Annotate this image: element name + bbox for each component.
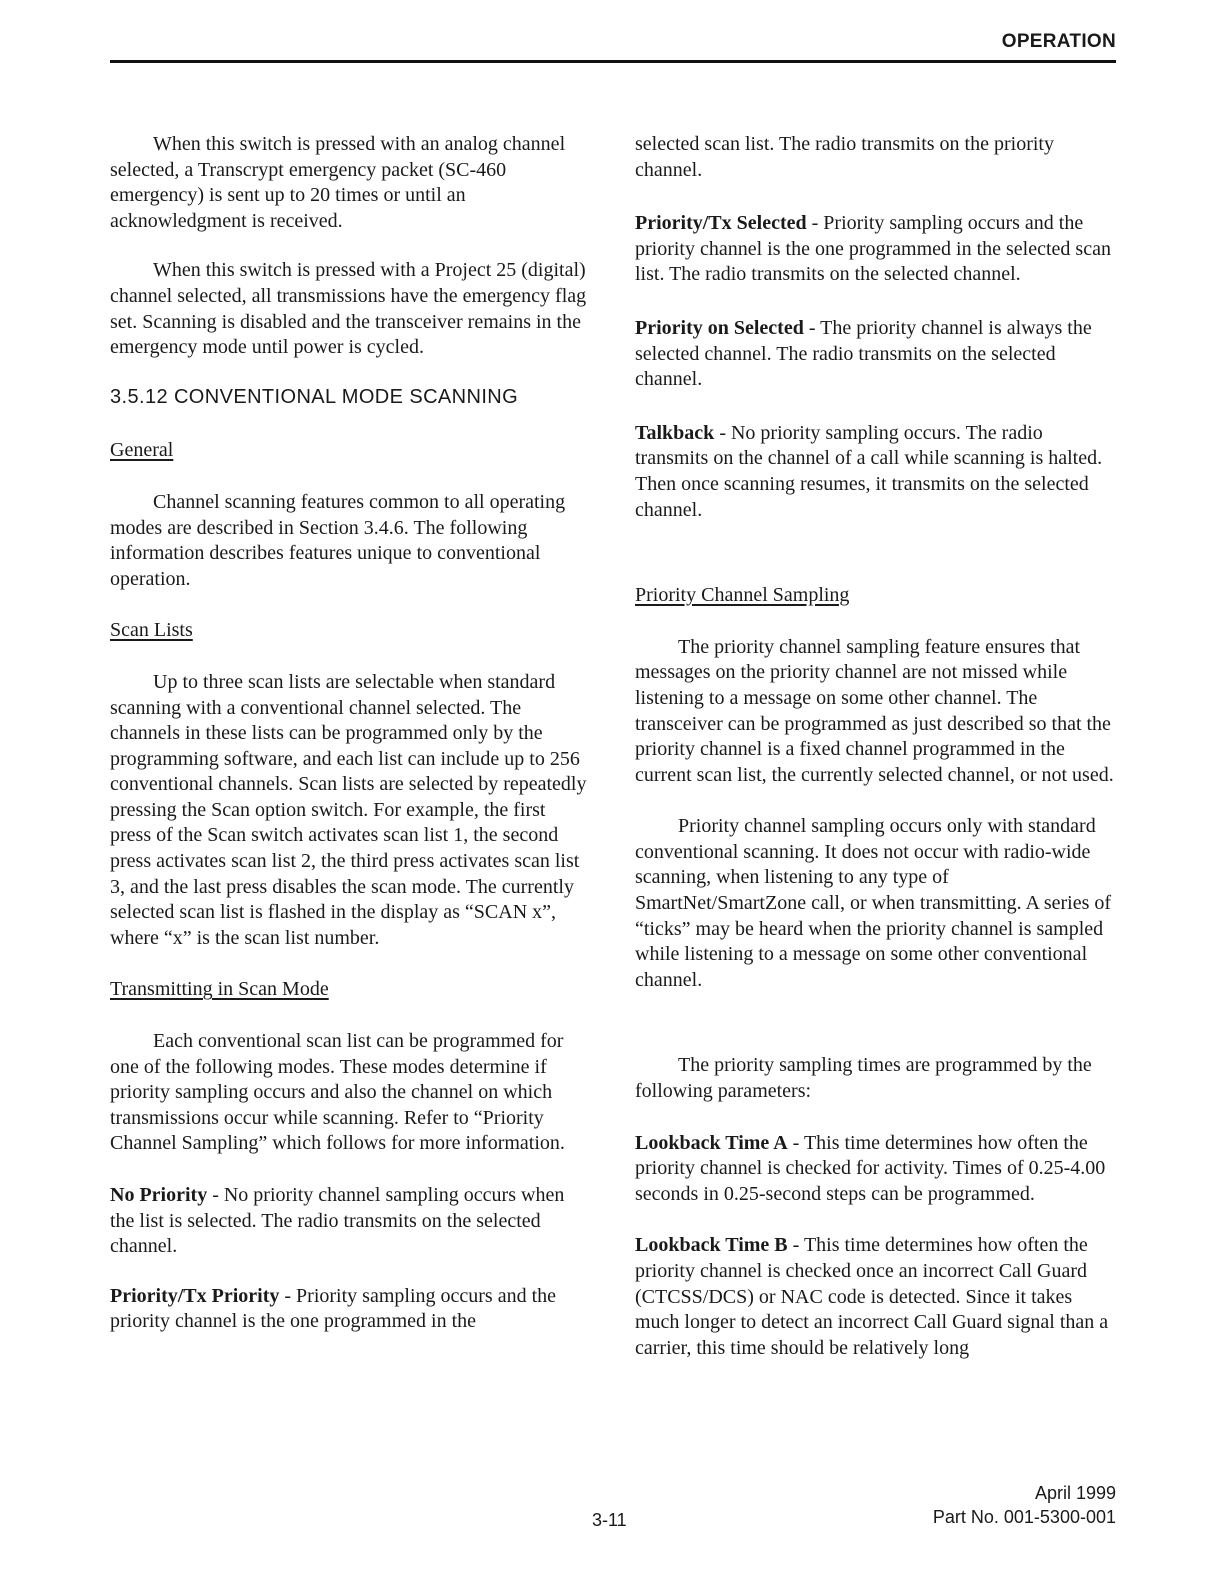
- left-column: [110, 132, 590, 1335]
- lookback-b-text: - This time determines how often the priority channel is checked once an incorrect Call Guard (CTCSS/DCS) or NAC code is detected. Since it takes much longer to detect an incorrect Call Guard signal than a carrier, this time should be relatively long: [635, 1234, 1109, 1359]
- sampling-times-paragraph: The priority sampling times are programmed by the following parameters:: [635, 1054, 1092, 1103]
- scan-lists-paragraph: Up to three scan lists are selectable when standard scanning with a conventional channel selected. The channels in these lists can be programmed only by the programming software, and each list can include up to 256 conventional channels. Scan lists are selected by repeatedly pressing the Scan option switch. For example, the first press of the Scan switch activates scan list 1, the second press activates scan list 2, the third press activates scan list 3, and the last press disables the scan mode. The currently selected scan list is flashed in the display as “SCAN x”, where “x” is the scan list number.: [110, 670, 587, 949]
- talkback-term: Talkback: [635, 421, 715, 444]
- right-column: [635, 132, 1115, 1361]
- priority-on-selected-text: - The priority channel is always the selected channel. The radio transmits on the selected channel.: [635, 316, 1092, 391]
- emergency-analog-paragraph: When this switch is pressed with an analog channel selected, a Transcrypt emergency packet (SC-460 emergency) is sent up to 20 times or until an acknowledgment is received.: [110, 133, 566, 232]
- priority-tx-selected-text: - Priority sampling occurs and the priority channel is the one programmed in the selected scan list. The radio transmits on the selected channel.: [635, 212, 1111, 286]
- running-header-title: OPERATION: [1001, 31, 1116, 52]
- priority-on-selected-paragraph: [635, 316, 1115, 393]
- general-subheading: General: [110, 439, 174, 462]
- lookback-a-text: - This time determines how often the priority channel is checked for activity. Times of 0.25-4.00 seconds in 0.25-second steps can be programmed.: [635, 1131, 1106, 1205]
- page-number: 3-11: [592, 1510, 627, 1530]
- talkback-paragraph: [635, 421, 1115, 523]
- priority-tx-priority-term: Priority/Tx Priority: [110, 1284, 280, 1307]
- lookback-a-term: Lookback Time A: [635, 1131, 788, 1154]
- priority-sampling-subheading: Priority Channel Sampling: [635, 584, 850, 607]
- no-priority-text: - No priority channel sampling occurs when the list is selected. The radio transmits on the selected channel.: [110, 1184, 565, 1258]
- header-rule: [110, 60, 1116, 63]
- priority-tx-priority-paragraph: [110, 1284, 590, 1335]
- priority-tx-selected-paragraph: [635, 211, 1115, 288]
- priority-on-selected-term: Priority on Selected: [635, 316, 804, 339]
- priority-tx-priority-text: - Priority sampling occurs and the priority channel is the one programmed in the: [110, 1284, 557, 1333]
- priority-sampling-paragraph-1: The priority channel sampling feature ensures that messages on the priority channel are not missed while listening to a message on some other channel. The transceiver can be programmed as just described so that the priority channel is a fixed channel programmed in the current scan list, the currently selected channel, or not used.: [635, 635, 1114, 786]
- no-priority-paragraph: [110, 1183, 590, 1260]
- footer-part-number: Part No. 001-5300-001: [932, 1507, 1116, 1527]
- talkback-text: - No priority sampling occurs. The radio transmits on the channel of a call while scanning is halted. Then once scanning resumes, it transmits on the selected channel.: [635, 421, 1103, 521]
- section-heading: 3.5.12 CONVENTIONAL MODE SCANNING: [110, 385, 519, 408]
- no-priority-term: No Priority: [110, 1184, 208, 1206]
- lookback-b-term: Lookback Time B: [635, 1234, 788, 1257]
- transmitting-paragraph: Each conventional scan list can be programmed for one of the following modes. These modes determine if priority sampling occurs and also the channel on which transmissions occur while scanning. Refer to “Priority Channel Sampling” which follows for more information.: [110, 1030, 565, 1155]
- scan-lists-subheading: Scan Lists: [110, 619, 193, 642]
- lookback-b-paragraph: [635, 1233, 1115, 1361]
- lookback-a-paragraph: [635, 1131, 1115, 1208]
- priority-tx-selected-term: Priority/Tx Selected: [635, 212, 807, 235]
- priority-sampling-paragraph-2: Priority channel sampling occurs only with standard conventional scanning. It does not occur with radio-wide scanning, when listening to any type of SmartNet/SmartZone call, or when transmitting. A series of “ticks” may be heard when the priority channel is sampled while listening to a message on some other conventional channel.: [635, 815, 1112, 991]
- transmitting-subheading: Transmitting in Scan Mode: [110, 978, 329, 1001]
- general-paragraph: Channel scanning features common to all operating modes are described in Section 3.4.6. The following information describes features unique to conventional operation.: [110, 490, 566, 590]
- continued-paragraph: selected scan list. The radio transmits on the priority channel.: [635, 133, 1054, 181]
- footer-date: April 1999: [1034, 1483, 1116, 1503]
- emergency-digital-paragraph: When this switch is pressed with a Project 25 (digital) channel selected, all transmissions have the emergency flag set. Scanning is disabled and the transceiver remains in the emergency mode until power is cycled.: [110, 259, 587, 359]
